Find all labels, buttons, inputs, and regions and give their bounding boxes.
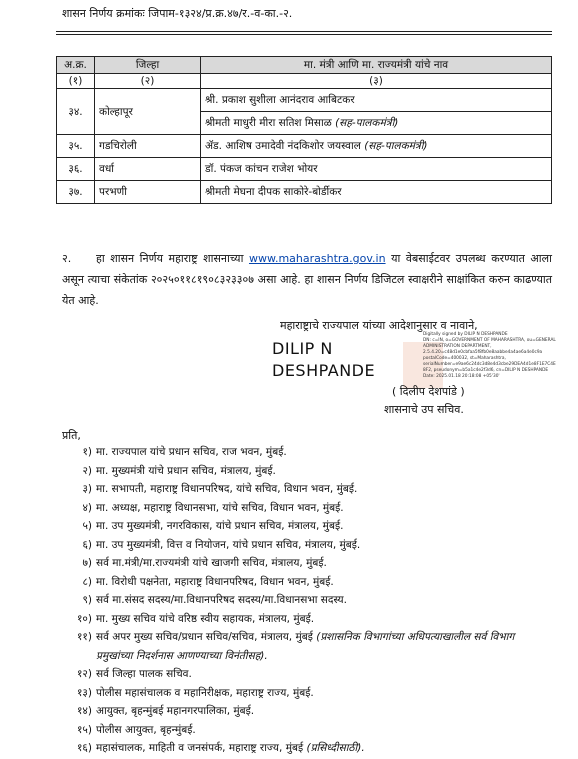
row-serial: ३६.: [57, 158, 95, 181]
table-row: [57, 158, 552, 181]
row-note: (सह-पालकमंत्री): [335, 117, 399, 129]
col-number-1: (१): [57, 74, 95, 89]
row-minister-name: श्री. प्रकाश सुशीला आनंदराव आबिटकर: [201, 89, 552, 112]
col-number-2: (२): [95, 74, 201, 89]
list-item: १६) महासंचालक, माहिती व जनसंपर्क, महाराष्ट्र राज्य, मुंबई (प्रसिध्दीसाठी).: [76, 742, 365, 754]
table-row: [57, 135, 552, 158]
list-item: १३) पोलीस महासंचालक व महानिरीक्षक, महाराष्ट्र राज्य, मुंबई.: [76, 686, 314, 699]
recipients-list: [62, 443, 552, 758]
list-item: १४) आयुक्त, बृहन्मुंबई महानगरपालिका, मुंबई.: [76, 705, 255, 717]
col-header-serial: अ.क्र.: [57, 57, 95, 74]
list-item: ५) मा. उप मुख्यमंत्री, नगरविकास, यांचे प्रधान सचिव, मंत्रालय, मुंबई.: [82, 520, 344, 532]
table-row: [57, 181, 552, 204]
list-item: १२) सर्व जिल्हा पालक सचिव.: [76, 668, 192, 680]
row-district: गडचिरोली: [95, 135, 201, 158]
row-serial: ३७.: [57, 181, 95, 204]
digital-signature-details: Digitally signed by DILIP N DESHPANDE DN: c=IN, o=GOVERNMENT OF MAHARASHTRA, ou=GENERAL ADMINISTRATION DEPARTMENT, 2.5.4.20=c48d1e0cbfaa5f8fb0e8aabbe4a4ae6a4e0c9a postalCode=400032, st=Maharashtra, serialNumber=e9ae6c24dc3d8e4d3cbe29DEA4d1e8F1E7C4E 8F2, pseudonym=b5a1c4e2f3d6, cn=DILIP N DESHPANDE Date: 2025.01.18 20:18:08 +05'30': [423, 332, 556, 379]
list-item: ७) सर्व मा.मंत्री/मा.राज्यमंत्री यांचे खाजगी सचिव, मंत्रालय, मुंबई.: [82, 557, 327, 569]
gr-reference-header: शासन निर्णय क्रमांकः जिपाम-१३२४/प्र.क्र.४७/र.-व-का.-२.: [62, 7, 293, 20]
list-item: १५) पोलीस आयुक्त, बृहन्मुंबई.: [76, 723, 196, 736]
list-item-note: (प्रसिध्दीसाठी).: [306, 742, 365, 754]
list-item: १) मा. राज्यपाल यांचे प्रधान सचिव, राज भवन, मुंबई.: [82, 446, 287, 458]
by-order-line: महाराष्ट्राचे राज्यपाल यांच्या आदेशानुसार व नावाने,: [280, 319, 478, 332]
website-link[interactable]: www.maharashtra.gov.in: [248, 252, 386, 265]
list-item: ६) मा. उप मुख्यमंत्री, वित्त व नियोजन, यांचे प्रधान सचिव, मंत्रालय, मुंबई.: [82, 538, 361, 551]
row-district: परभणी: [95, 181, 201, 204]
row-minister-name: श्रीमती माधुरी मीरा सतिश मिसाळ (सह-पालकमंत्री): [201, 112, 552, 135]
list-item: ४) मा. अध्यक्ष, महाराष्ट्र विधानसभा, यांचे सचिव, विधान भवन, मुंबई.: [82, 501, 344, 514]
list-item-note: (प्रशासनिक विभागांच्या अधिपत्याखालील सर्व विभाग प्रमुखांच्या निदर्शनास आणण्याच्या विनंतीसह).: [96, 631, 515, 662]
row-minister-name: श्रीमती मेघना दीपक साकोरे-बोर्डीकर: [201, 181, 552, 204]
list-item: ९) सर्व मा.संसद सदस्य/मा.विधानपरिषद सदस्य/मा.विधानसभा सदस्य.: [82, 594, 347, 606]
col-number-3: (३): [201, 74, 552, 89]
table-subheader-row: [57, 74, 552, 89]
guardian-minister-table: [56, 56, 552, 204]
list-item: २) मा. मुख्यमंत्री यांचे प्रधान सचिव, मंत्रालय, मुंबई.: [82, 464, 276, 477]
col-header-minister: मा. मंत्री आणि मा. राज्यमंत्री यांचे नाव: [201, 57, 552, 74]
row-note: (सह-पालकमंत्री): [364, 140, 428, 152]
paragraph-number: २.: [62, 252, 72, 265]
publication-paragraph: २. हा शासन निर्णय महाराष्ट्र शासनाच्या www.maharashtra.gov.in या वेबसाईटवर उपलब्ध करण्यात आला असून त्याचा संकेतांक २०२५०११८१९०८३२३३०७ असा आहे. हा शासन निर्णय डिजिटल स्वाक्षरीने साक्षांकित करुन काढण्यात येत आहे.: [62, 248, 552, 311]
row-minister-name: डॉ. पंकज कांचन राजेश भोयर: [201, 158, 552, 181]
header-rule-top: [56, 31, 552, 32]
list-item: १०) मा. मुख्य सचिव यांचे वरिष्ठ स्वीय सहायक, मंत्रालय, मुंबई.: [76, 612, 315, 625]
recipients-heading: प्रति,: [62, 429, 81, 442]
col-header-district: जिल्हा: [95, 57, 201, 74]
row-serial: ३५.: [57, 135, 95, 158]
row-minister-name: ॲड. आशिष उमादेवी नंदकिशोर जयस्वाल (सह-पालकमंत्री): [201, 135, 552, 158]
list-item: ११) सर्व अपर मुख्य सचिव/प्रधान सचिव/सचिव, मंत्रालय, मुंबई (प्रशासनिक विभागांच्या अधिपत्याखालील सर्व विभाग प्रमुखांच्या निदर्शनास आणण्याच्या विनंतीसह).: [76, 631, 515, 662]
row-serial: ३४.: [57, 89, 95, 135]
list-item: ८) मा. विरोधी पक्षनेता, महाराष्ट्र विधानपरिषद, विधान भवन, मुंबई.: [82, 575, 334, 588]
list-item: ३) मा. सभापती, महाराष्ट्र विधानपरिषद, यांचे सचिव, विधान भवन, मुंबई.: [82, 483, 358, 495]
table-header-row: [57, 57, 552, 74]
table-row: [57, 89, 552, 112]
signatory-designation: शासनाचे उप सचिव.: [384, 403, 464, 416]
signatory-name: ( दिलीप देशपांडे ): [392, 385, 465, 398]
header-rule-bottom: [56, 34, 552, 35]
row-district: वर्धा: [95, 158, 201, 181]
row-district: कोल्हापूर: [95, 89, 201, 135]
digital-signer-name: DILIP N DESHPANDE: [272, 339, 376, 380]
